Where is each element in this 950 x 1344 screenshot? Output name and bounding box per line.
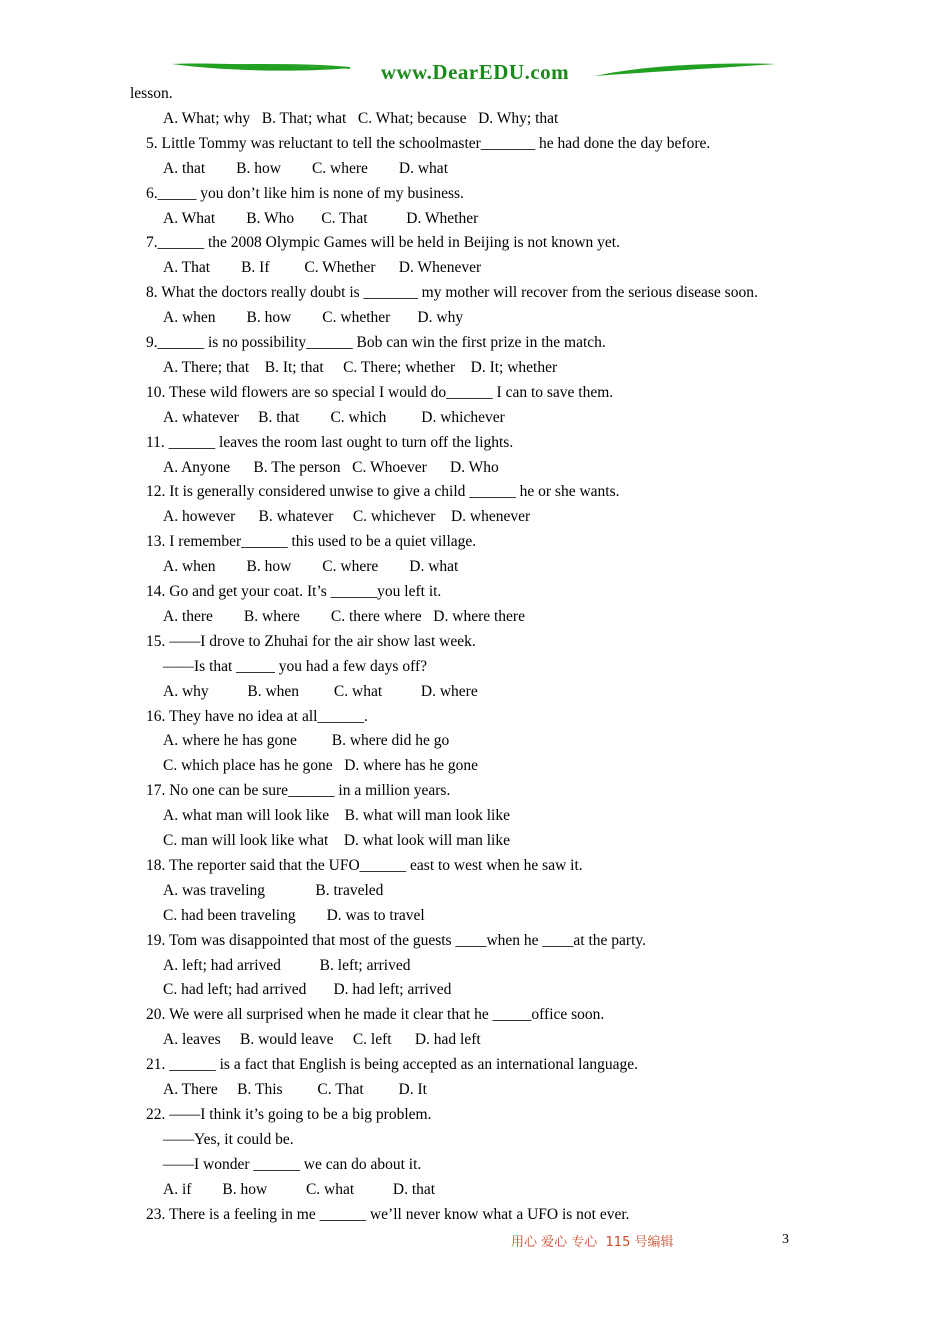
- question-line: 20. We were all surprised when he made it clear that he _____office soon.: [146, 1006, 605, 1024]
- question-line: 19. Tom was disappointed that most of the guests ____when he ____at the party.: [146, 931, 647, 949]
- question-line: 8. What the doctors really doubt is _______ my mother will recover from the serious disease soon.: [146, 284, 758, 302]
- question-line: 22. ——I think it’s going to be a big problem.: [146, 1105, 432, 1123]
- page-number: 3: [782, 1232, 789, 1247]
- answer-options-line: A. What B. Who C. That D. Whether: [163, 209, 479, 227]
- question-line: 17. No one can be sure______ in a million years.: [146, 782, 451, 800]
- question-line: 5. Little Tommy was reluctant to tell the schoolmaster_______ he had done the day before.: [146, 134, 711, 152]
- answer-options-line: A. leaves B. would leave C. left D. had left: [163, 1031, 481, 1049]
- question-line: 21. ______ is a fact that English is being accepted as an international language.: [146, 1056, 638, 1074]
- answer-options-line: A. There B. This C. That D. It: [163, 1081, 427, 1098]
- answer-options-line: C. man will look like what D. what look will man like: [163, 832, 510, 849]
- question-line: 9.______ is no possibility______ Bob can win the first prize in the match.: [146, 334, 606, 351]
- question-line: 15. ——I drove to Zhuhai for the air show last week.: [146, 632, 476, 650]
- answer-options-line: A. when B. how C. where D. what: [163, 558, 459, 576]
- answer-options-line: A. when B. how C. whether D. why: [163, 309, 464, 327]
- answer-options-line: A. that B. how C. where D. what: [163, 159, 448, 177]
- answer-options-line: A. what man will look like B. what will man look like: [163, 807, 510, 825]
- answer-options-line: A. Anyone B. The person C. Whoever D. Who: [163, 458, 499, 476]
- answer-options-line: A. where he has gone B. where did he go: [163, 732, 450, 750]
- footer-slogan: 用心 爱心 专心 115 号编辑: [511, 1235, 674, 1250]
- question-line: 16. They have no idea at all______.: [146, 707, 368, 725]
- question-line: 6._____ you don’t like him is none of my business.: [146, 184, 464, 202]
- answer-options-line: C. had left; had arrived D. had left; arrived: [163, 981, 452, 999]
- site-logo-text[interactable]: www.DearEDU.com: [380, 60, 570, 84]
- answer-options-line: A. if B. how C. what D. that: [163, 1180, 436, 1198]
- answer-options-line: ——Yes, it could be.: [163, 1130, 294, 1148]
- question-line: 23. There is a feeling in me ______ we’ll never know what a UFO is not ever.: [146, 1205, 630, 1223]
- question-line: 10. These wild flowers are so special I would do______ I can to save them.: [146, 383, 614, 401]
- answer-options-line: A. there B. where C. there where D. where there: [163, 607, 525, 625]
- answer-options-line: A. That B. If C. Whether D. Whenever: [163, 259, 482, 277]
- question-line: lesson.: [130, 85, 173, 102]
- answer-options-line: A. What; why B. That; what C. What; because D. Why; that: [163, 109, 559, 127]
- question-line: 12. It is generally considered unwise to give a child ______ he or she wants.: [146, 483, 620, 501]
- answer-options-line: A. There; that B. It; that C. There; whether D. It; whether: [163, 358, 558, 376]
- answer-options-line: C. had been traveling D. was to travel: [163, 906, 425, 924]
- answer-options-line: C. which place has he gone D. where has he gone: [163, 757, 479, 775]
- question-line: 13. I remember______ this used to be a quiet village.: [146, 533, 477, 551]
- answer-options-line: A. however B. whatever C. whichever D. whenever: [163, 508, 531, 526]
- question-line: 7.______ the 2008 Olympic Games will be held in Beijing is not known yet.: [146, 234, 620, 252]
- answer-options-line: ——Is that _____ you had a few days off?: [163, 657, 428, 675]
- answer-options-line: ——I wonder ______ we can do about it.: [163, 1155, 422, 1173]
- question-line: 18. The reporter said that the UFO______ east to west when he saw it.: [146, 856, 583, 874]
- answer-options-line: A. left; had arrived B. left; arrived: [163, 956, 411, 974]
- question-line: 11. ______ leaves the room last ought to turn off the lights.: [146, 433, 514, 451]
- question-line: 14. Go and get your coat. It’s ______you left it.: [146, 583, 442, 600]
- answer-options-line: A. why B. when C. what D. where: [163, 682, 478, 700]
- answer-options-line: A. whatever B. that C. which D. whichever: [163, 408, 505, 426]
- answer-options-line: A. was traveling B. traveled: [163, 881, 384, 899]
- site-header: [170, 58, 780, 88]
